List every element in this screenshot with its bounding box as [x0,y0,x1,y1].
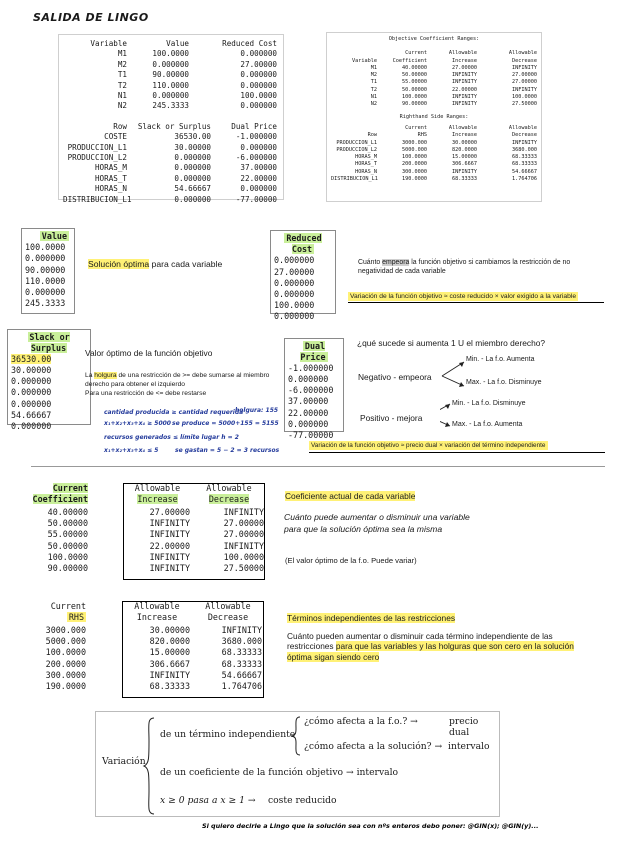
coef-row [30,518,265,529]
rhs-row-cell: INFINITY [221,625,262,635]
coef-row-cell: 90.00000 [47,563,88,574]
variacion-a1: precio dual [449,716,479,738]
obj-range-row-cell: M1 [370,64,377,71]
obj-range-row-cell: INFINITY [512,86,537,93]
coef-row-cell: 40.00000 [47,507,88,517]
branch-arrows [440,356,470,436]
variacion-box [95,711,500,817]
obj-range-row-cell: 27.50000 [512,101,537,108]
coef-row-cell: 27.00000 [223,529,264,540]
constraint-row [63,174,279,184]
constraint-row-cell: 0.000000 [240,142,277,152]
rhs-range-row [331,147,537,154]
variable-row-cell: 0.000000 [240,70,277,80]
variacion-a2: intervalo [448,741,490,752]
dual-price-item: 37.00000 [288,396,329,407]
coef-row [30,552,265,563]
rhs-row-cell: 3000.000 [45,625,86,635]
rhs-row-cell: 820.0000 [149,636,190,647]
rhs-row-cell: 190.0000 [45,681,86,692]
rhs-range-row-cell: HORAS_N [355,168,377,175]
variable-row [63,60,279,70]
rhs-range-row [331,176,537,183]
constraint-row-cell: -77.00000 [235,194,277,204]
rhs-row-cell: 30.00000 [149,625,190,635]
obj-range-row-cell: M2 [370,72,377,79]
coef-row-cell: 27.00000 [223,518,264,529]
coef-explanation: Cuánto puede aumentar o disminuir una variable para que la solución óptima sea la misma [284,512,470,534]
coef-row-cell: 50.00000 [47,540,88,551]
rhs-range-row-cell: HORAS_T [355,161,377,168]
obj-range-row-cell: INFINITY [452,72,477,79]
obj-range-row-cell: 27.00000 [452,64,477,71]
coef-row-cell: 50.00000 [47,518,88,529]
variacion-q2: ¿cómo afecta a la solución? → [304,741,443,752]
coef-row [30,529,265,540]
variables-header: Variable Value Reduced Cost [90,39,277,48]
rhs-explanation: Cuánto pueden aumentar o disminuir cada término independiente de las restricciones para que las variables y las holguras que son cero en la solución óptima sigan siendo cero [287,631,574,662]
constraint-row-cell: 0.000000 [240,184,277,194]
obj-range-row-cell: 27.00000 [512,79,537,86]
variable-row [63,101,279,111]
rhs-row [6,659,264,670]
rhs-range-row-cell: 200.0000 [402,161,427,168]
constraint-row [63,143,279,153]
slack-explanation-2: Para una restricción de <= debe restarse [85,390,207,397]
coef-row-cell: INFINITY [223,507,264,517]
coef-row-cell: 100.0000 [223,551,264,562]
rhs-range-row-cell: 820.0000 [452,146,477,153]
obj-range-row [331,65,537,72]
rhs-range-row-cell: 190.0000 [402,176,427,183]
rhs-row [6,681,264,692]
handwritten-note-1b: holgura: 155 [235,407,279,414]
constraint-row [63,132,279,142]
rhs-range-row-cell: 100.0000 [402,154,427,161]
value-item: 100.0000 [25,242,66,253]
rhs-range-row-cell: HORAS_M [355,154,377,161]
variable-row [63,81,279,91]
constraint-row [63,184,279,194]
coef-row-cell: 27.00000 [149,507,190,517]
variable-row-cell: N1 [117,91,127,101]
rhs-row-cell: 200.0000 [45,658,86,669]
obj-range-row-cell: INFINITY [452,79,477,86]
constraint-row-cell: 54.66667 [174,184,211,194]
outer-brace [142,716,156,816]
obj-range-row-cell: 27.00000 [512,72,537,79]
rhs-row-cell: 15.00000 [149,647,190,658]
variable-row-cell: N2 [117,101,127,111]
coef-row-cell: INFINITY [149,518,190,529]
positive-min: Min. - La f.o. Disminuye [452,400,526,407]
dual-price-item: -77.00000 [288,429,334,440]
slack-item: 0.000000 [11,398,52,409]
variable-row [63,49,279,59]
rhs-range-row-cell: 68.33333 [512,154,537,161]
slack-card [7,329,91,431]
positive-max: Max. - La f.o. Aumenta [452,421,523,428]
obj-range-row-cell: 100.0000 [512,94,537,101]
value-item: 0.000000 [25,253,66,264]
obj-range-row-cell: T2 [370,86,377,93]
dual-price-header: Dual Price [300,341,326,363]
slack-item: 54.66667 [11,409,52,420]
dual-price-item: 0.000000 [288,374,329,385]
inner-brace [290,716,302,756]
handwritten-note-1: cantidad producida ≥ cantidad requerida [104,409,244,416]
value-item: 0.000000 [25,287,66,298]
rhs-range-row-cell: 30.00000 [452,139,477,146]
objective-value-note: Valor óptimo de la función objetivo [85,348,213,358]
reduced-cost-header: Reduced Cost [286,233,322,255]
rhs-range-row-cell: DISTRIBUCION_L1 [331,176,378,183]
constraint-row-cell: HORAS_M [94,163,127,173]
constraint-row-cell: HORAS_T [94,173,127,183]
rhs-range-row [331,154,537,161]
slack-item: 0.000000 [11,376,52,387]
dual-question: ¿qué sucede si aumenta 1 U el miembro derecho? [357,338,546,348]
obj-range-row-cell: 40.00000 [402,64,427,71]
handwritten-note-3: recursos generados ≤ límite lugar h = 2 [104,434,239,441]
rhs-range-row-cell: 68.33333 [512,161,537,168]
obj-range-row-cell: 100.0000 [402,94,427,101]
rhs-range-row-cell: 1.764706 [512,176,537,183]
constraint-row-cell: -6.000000 [235,153,277,163]
value-item: 245.3333 [25,298,66,309]
reduced-cost-banner: Variación de la función objetivo ≈ coste reducido × valor exigido a la variable [348,291,604,303]
page-title: SALIDA DE LINGO [33,11,149,24]
variable-row-cell: 0.000000 [152,59,189,69]
constraint-row-cell: 36530.00 [174,132,211,142]
rhs-row-cell: 100.0000 [45,647,86,658]
variable-row-cell: 27.00000 [240,59,277,69]
variable-row-cell: M2 [117,59,127,69]
slack-item: 30.00000 [11,365,52,376]
variable-row-cell: 0.000000 [152,91,189,101]
obj-range-row [331,79,537,86]
handwritten-note-2b: se produce = 5000+155 = 5155 [172,420,279,427]
variable-row-cell: T2 [117,80,127,90]
rhs-range-row-cell: 68.33333 [452,176,477,183]
positive-label: Positivo - mejora [360,413,423,423]
rhs-range-row-cell: PRODUCCION_L1 [336,139,377,146]
rhs-row-cell: 68.33333 [149,681,190,692]
variable-row-cell: 245.3333 [152,101,189,111]
coef-row-cell: 55.00000 [47,529,88,540]
coef-title: Coeficiente actual de cada variable [285,491,416,501]
variable-row-cell: 0.000000 [240,49,277,59]
obj-range-row [331,72,537,79]
rhs-row-cell: INFINITY [149,669,190,680]
variable-row-cell: T1 [117,70,127,80]
variable-row-cell: 100.0000 [152,49,189,59]
dual-price-banner: Variación de la función objetivo ≈ precio dual × variación del término independiente [309,440,605,453]
obj-range-row-cell: 22.00000 [452,86,477,93]
rhs-row-cell: 68.33333 [221,658,262,669]
reduced-cost-item: 0.000000 [274,255,315,266]
section-divider [31,466,605,467]
negative-max: Max. - La f.o. Disminuye [466,379,542,386]
obj-range-row-cell: INFINITY [452,101,477,108]
obj-range-row-cell: 90.00000 [402,101,427,108]
negative-label: Negativo - empeora [358,372,432,382]
slack-explanation: La holgura de una restricción de >= debe sumarse al miembro derecho para obtener el izquierdo [85,372,270,388]
variable-row [63,91,279,101]
rhs-range-row-cell: 5000.000 [402,146,427,153]
constraint-row [63,153,279,163]
obj-range-row [331,87,537,94]
dual-price-card [284,338,344,440]
rhs-range-row [331,161,537,168]
constraint-row-cell: DISTRIBUCION_L1 [63,194,132,204]
dual-price-item: 22.00000 [288,407,329,418]
rhs-ranges-title: Righthand Side Ranges: [399,113,469,120]
rhs-row-cell: 306.6667 [149,658,190,669]
reduced-cost-item: 0.000000 [274,289,315,300]
variacion-line3a: x ≥ 0 pasa a x ≥ 1 → [160,795,256,806]
variable-row [63,70,279,80]
rhs-row-cell: 5000.000 [45,636,86,647]
rhs-row-cell: 54.66667 [221,669,262,680]
rhs-range-row-cell: 15.00000 [452,154,477,161]
variable-row-cell: M1 [117,49,127,59]
obj-range-row [331,94,537,101]
slack-item: 36530.00 [11,354,52,365]
rhs-range-row-cell: 3000.000 [402,139,427,146]
dual-price-item: -6.000000 [288,385,334,396]
coef-row-cell: 100.0000 [47,551,88,562]
constraint-row-cell: 0.000000 [174,153,211,163]
constraint-row-cell: 22.00000 [240,173,277,183]
coef-row-cell: 27.50000 [223,563,264,574]
variable-row-cell: 110.0000 [152,80,189,90]
rhs-row-cell: 300.0000 [45,669,86,680]
dual-price-item: 0.000000 [288,418,329,429]
coef-row-cell: INFINITY [149,529,190,540]
obj-range-row-cell: 50.00000 [402,72,427,79]
obj-range-row-cell: 55.00000 [402,79,427,86]
constraint-row-cell: 30.00000 [174,142,211,152]
constraint-row [63,195,279,205]
rhs-range-row-cell: PRODUCCION_L2 [336,146,377,153]
coef-row [30,507,265,518]
coef-row [30,541,265,552]
coef-row-cell: 22.00000 [149,540,190,551]
constraint-row-cell: PRODUCCION_L2 [67,153,127,163]
constraint-row-cell: 0.000000 [174,173,211,183]
coef-note: (El valor óptimo de la f.o. Puede variar) [285,556,417,565]
rhs-row [6,636,264,647]
obj-range-row [331,101,537,108]
obj-range-row-cell: INFINITY [452,94,477,101]
coefficient-table: Current Coefficient Allowable Increase Allowable Decrease 40.00000 27.00000 INFINITY 50.00000 INFINITY 27.00000 55.00000 INFINITY 27.00000 50.00000 22.00000 INFINITY 100.0000 INFINITY 100.0000 90.00000 INFINITY 27.50000 [30,483,265,580]
variacion-line2: de un coeficiente de la función objetivo → intervalo [160,767,399,778]
value-item: 110.0000 [25,275,66,286]
rhs-row-cell: 3680.000 [221,636,262,647]
constraint-row-cell: HORAS_N [94,184,127,194]
value-note: Solución óptima para cada variable [88,259,223,269]
reduced-cost-note: Cuánto empeora la función objetivo si cambiamos la restricción de no negatividad de cada variable [358,259,571,275]
value-header: Value [41,231,67,241]
obj-range-row-cell: T1 [370,79,377,86]
constraint-row-cell: 0.000000 [174,194,211,204]
obj-range-row-cell: N1 [370,94,377,101]
constraint-row-cell: PRODUCCION_L1 [67,142,127,152]
rhs-range-row-cell: 3680.000 [512,146,537,153]
variacion-line1: de un término independiente [160,729,296,740]
variable-row-cell: 0.000000 [240,80,277,90]
coef-row-cell: INFINITY [223,540,264,551]
coef-row-cell: INFINITY [149,551,190,562]
handwritten-note-4: x₁+x₂+x₃+x₄ ≤ 5 [104,447,159,454]
slack-item: 0.000000 [11,420,52,431]
rhs-row [6,625,264,636]
coef-row-cell: INFINITY [149,563,190,574]
rhs-range-row-cell: 54.66667 [512,168,537,175]
obj-range-row-cell: 50.00000 [402,86,427,93]
obj-range-row-cell: N2 [370,101,377,108]
rhs-row [6,670,264,681]
reduced-cost-item: 100.0000 [274,300,315,311]
variable-row-cell: 0.000000 [240,101,277,111]
obj-ranges-title: Objective Coefficient Ranges: [388,36,480,42]
constraint-row-cell: 37.00000 [240,163,277,173]
rhs-title: Términos independientes de las restricciones [287,613,456,623]
rhs-row [6,647,264,658]
variacion-line3b: coste reducido [268,795,337,806]
rhs-range-row-cell: INFINITY [512,139,537,146]
rhs-range-row [331,140,537,147]
reduced-cost-card [270,230,336,322]
rhs-range-row [331,169,537,176]
rhs-range-row-cell: INFINITY [452,168,477,175]
negative-min: Min. - La f.o. Aumenta [466,356,535,363]
slack-item: 0.000000 [11,387,52,398]
constraint-row-cell: 0.000000 [174,163,211,173]
constraint-row [63,163,279,173]
footer-handwritten-note: Si quiero decirle a Lingo que la solución sea con nºs enteros debo poner: @GIN(x); @GIN(y)... [202,822,539,830]
value-item: 90.00000 [25,264,66,275]
reduced-cost-item: 27.00000 [274,266,315,277]
rhs-row-cell: 1.764706 [221,681,262,692]
handwritten-note-2: x₁+x₂+x₃+x₄ ≥ 5000 [104,420,171,427]
variacion-label: Variación [102,756,146,767]
ranges-output-panel: Objective Coefficient Ranges: Current Allowable Allowable Variable Coefficient Increase Decrease M1 40.00000 27.00000 INFINITY M2 50.00000 INFINITY 27.00000 T1 55.00000 INFINITY 27.00000 T2 50.00000 22.00000 INFINITY N1 100.0000 INFINITY 100.0000 N2 90.00000 INFINITY 27.50000 Righthand Side Ranges: Current Allowable Allowable Row RHS Increase Decrease PRODUCCION_L1 3000.000 30.00000 INFINITY PRODUCCION_L2 5000.000 820.0000 3680.000 HORAS_M 100.0000 15.00000 68.33333 HORAS_T 200.0000 306.6667 68.33333 HORAS_N 300.0000 INFINITY 54.66667 DISTRIBUCION_L1 190.0000 68.33333 1.764706 [326,32,542,202]
variable-row-cell: 90.00000 [152,70,189,80]
rhs-range-row-cell: 306.6667 [452,161,477,168]
rhs-row-cell: 68.33333 [221,647,262,658]
variable-row-cell: 100.0000 [240,91,277,101]
lingo-output-panel [58,34,284,204]
constraint-row-cell: -1.000000 [235,132,277,142]
reduced-cost-item: 0.000000 [274,311,315,322]
dual-price-item: -1.000000 [288,363,334,374]
value-card [21,228,75,314]
rows-header: Row Slack or Surplus Dual Price [113,121,277,131]
variacion-q1: ¿cómo afecta a la f.o.? → [304,716,418,727]
handwritten-note-4b: se gastan = 5 − 2 = 3 recursos [175,447,280,454]
slack-header: Slack or Surplus [29,332,70,354]
reduced-cost-item: 0.000000 [274,277,315,288]
coef-row [30,563,265,574]
rhs-range-row-cell: 300.0000 [402,168,427,175]
constraint-row-cell: COSTE [104,132,127,142]
obj-range-row-cell: INFINITY [512,64,537,71]
rhs-table: Current RHS Allowable Increase Allowable Decrease 3000.000 30.00000 INFINITY 5000.000 820.0000 3680.000 100.0000 15.00000 68.33333 200.0000 306.6667 68.33333 300.0000 INFINITY 54.66667 190.0000 68.33333 1.764706 [40,601,264,698]
